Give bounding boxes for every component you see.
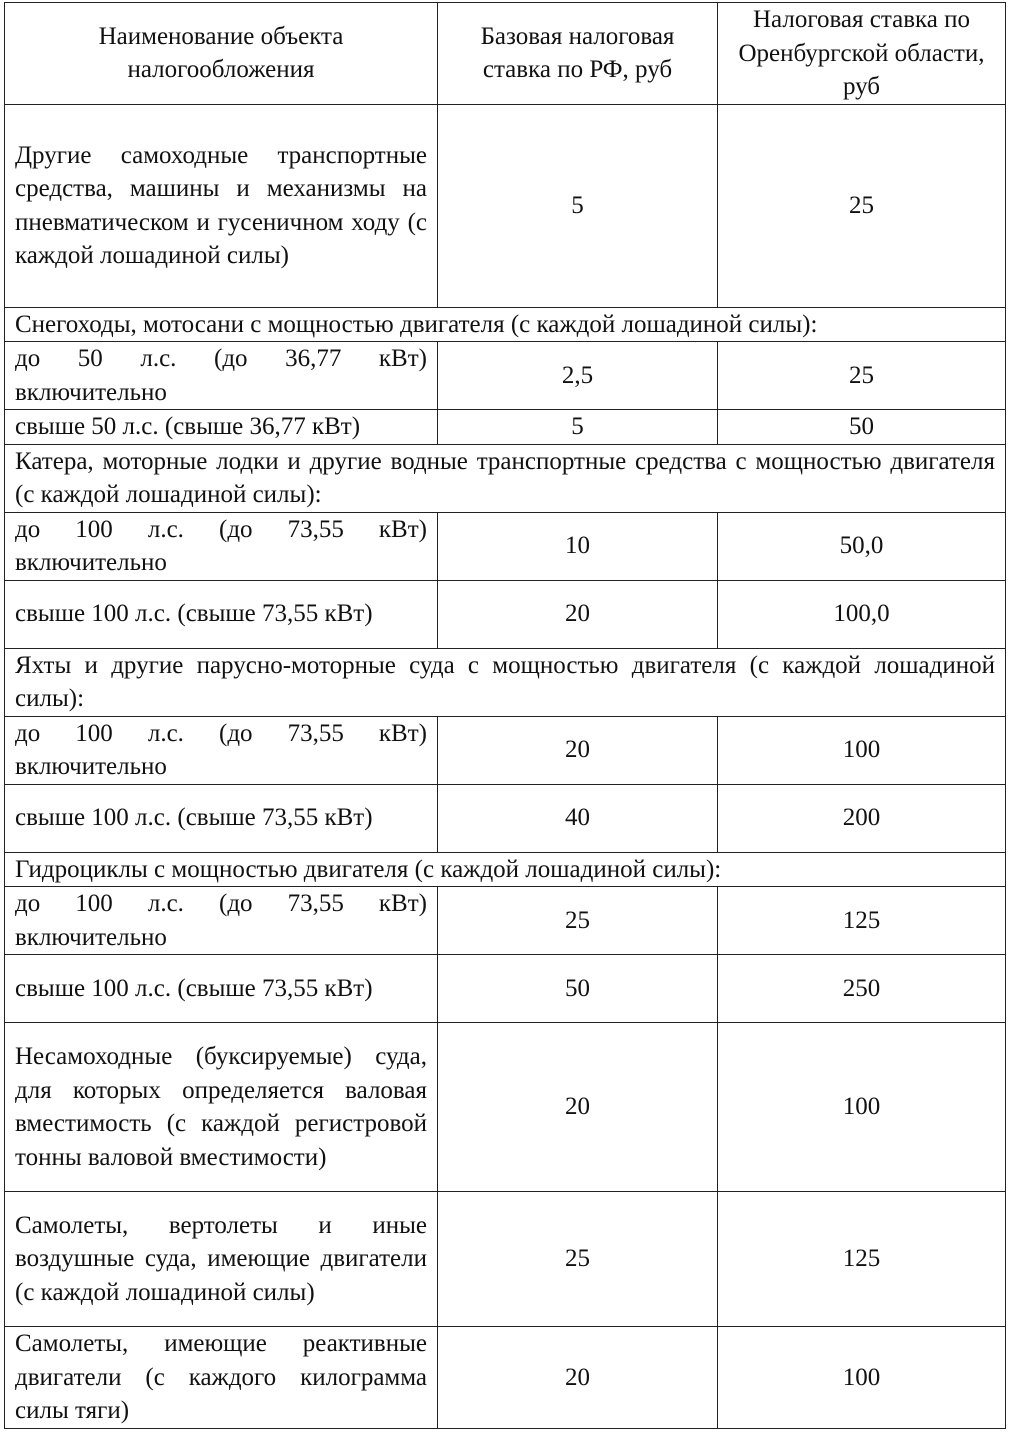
row-region-rate: 50,0 [718, 512, 1006, 580]
row-name: свыше 100 л.с. (свыше 73,55 кВт) [5, 580, 438, 648]
row-base-rate: 5 [438, 410, 718, 445]
row-name: Самолеты, вертолеты и иные воздушные суда, имеющие двигатели (с каждой лошадиной силы) [5, 1192, 438, 1327]
row-base-rate: 20 [438, 580, 718, 648]
row-region-rate: 200 [718, 784, 1006, 852]
row-region-rate: 25 [718, 342, 1006, 410]
row-name: свыше 100 л.с. (свыше 73,55 кВт) [5, 784, 438, 852]
row-region-rate: 25 [718, 104, 1006, 307]
header-region-rate: Налоговая ставка по Оренбургской области, руб [718, 3, 1006, 105]
row-region-rate: 125 [718, 1192, 1006, 1327]
row-name: до 50 л.с. (до 36,77 кВт) включительно [5, 342, 438, 410]
row-name: до 100 л.с. (до 73,55 кВт) включительно [5, 716, 438, 784]
table-row [5, 1192, 1006, 1327]
section-title: Катера, моторные лодки и другие водные транспортные средства с мощностью двигателя (с каждой лошадиной силы): [5, 444, 1006, 512]
table-row [5, 716, 1006, 784]
section-title: Яхты и другие парусно-моторные суда с мощностью двигателя (с каждой лошадиной силы): [5, 648, 1006, 716]
table-row [5, 342, 1006, 410]
tax-rate-table [4, 2, 1006, 1429]
section-title: Гидроциклы с мощностью двигателя (с каждой лошадиной силы): [5, 852, 1006, 887]
row-name: Несамоходные (буксируемые) суда, для которых определяется валовая вместимость (с каждой регистровой тонны валовой вместимости) [5, 1023, 438, 1192]
row-base-rate: 25 [438, 1192, 718, 1327]
row-name: свыше 100 л.с. (свыше 73,55 кВт) [5, 955, 438, 1023]
table-row [5, 512, 1006, 580]
table-row [5, 955, 1006, 1023]
header-base-rate: Базовая налоговая ставка по РФ, руб [438, 3, 718, 105]
row-name: свыше 50 л.с. (свыше 36,77 кВт) [5, 410, 438, 445]
table-row [5, 784, 1006, 852]
row-base-rate: 20 [438, 716, 718, 784]
row-name: Самолеты, имеющие реактивные двигатели (с каждого килограмма силы тяги) [5, 1327, 438, 1429]
row-base-rate: 5 [438, 104, 718, 307]
header-object-name: Наименование объекта налогообложения [5, 3, 438, 105]
row-region-rate: 250 [718, 955, 1006, 1023]
table-row [5, 1327, 1006, 1429]
table-header-row [5, 3, 1006, 105]
row-base-rate: 2,5 [438, 342, 718, 410]
row-base-rate: 25 [438, 887, 718, 955]
row-region-rate: 125 [718, 887, 1006, 955]
table-row [5, 887, 1006, 955]
row-name: до 100 л.с. (до 73,55 кВт) включительно [5, 887, 438, 955]
row-base-rate: 20 [438, 1023, 718, 1192]
row-region-rate: 100 [718, 716, 1006, 784]
row-base-rate: 40 [438, 784, 718, 852]
row-region-rate: 100 [718, 1327, 1006, 1429]
row-region-rate: 100 [718, 1023, 1006, 1192]
section-row [5, 444, 1006, 512]
row-region-rate: 50 [718, 410, 1006, 445]
section-row [5, 648, 1006, 716]
table-row [5, 104, 1006, 307]
row-base-rate: 10 [438, 512, 718, 580]
table-row [5, 1023, 1006, 1192]
table-row [5, 410, 1006, 445]
row-name: Другие самоходные транспортные средства, машины и механизмы на пневматическом и гусеничном ходу (с каждой лошадиной силы) [5, 104, 438, 307]
row-region-rate: 100,0 [718, 580, 1006, 648]
section-title: Снегоходы, мотосани с мощностью двигателя (с каждой лошадиной силы): [5, 307, 1006, 342]
row-base-rate: 20 [438, 1327, 718, 1429]
section-row [5, 852, 1006, 887]
table-row [5, 580, 1006, 648]
row-name: до 100 л.с. (до 73,55 кВт) включительно [5, 512, 438, 580]
section-row [5, 307, 1006, 342]
row-base-rate: 50 [438, 955, 718, 1023]
